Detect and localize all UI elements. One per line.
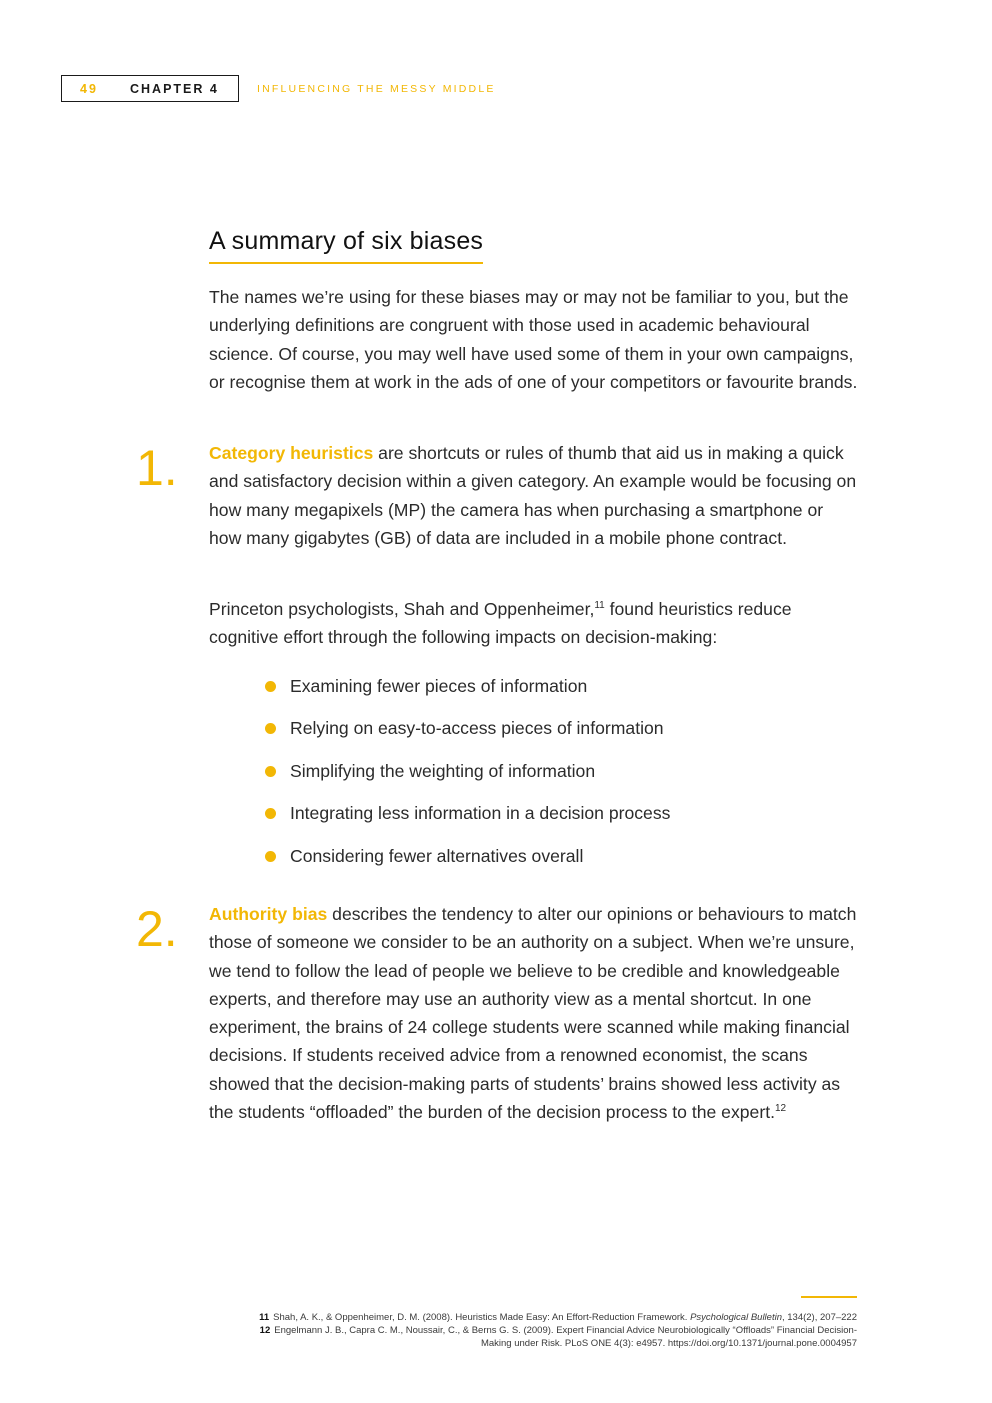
item-2-term: Authority bias xyxy=(209,904,328,924)
list-item xyxy=(265,750,670,793)
item-1-followup-after: found heuristics reduce cognitive effort through the following impacts on decision-making: xyxy=(209,599,792,648)
footnote-12 xyxy=(215,1324,857,1337)
item-1-followup-before: Princeton psychologists, Shah and Oppenheimer, xyxy=(209,599,595,619)
footnote-ref-11[interactable]: 11 xyxy=(594,600,605,611)
section-title: A summary of six biases xyxy=(209,227,483,264)
footnote-11 xyxy=(215,1311,857,1324)
footnote-number: 11 xyxy=(259,1312,270,1323)
list-item-text: Simplifying the weighting of information xyxy=(290,760,596,781)
bullet-dot-icon xyxy=(265,681,276,692)
heuristics-bullet-list xyxy=(265,665,670,878)
footnote-ref-12[interactable]: 12 xyxy=(774,1103,787,1115)
list-item-text: Considering fewer alternatives overall xyxy=(290,845,584,866)
footnote-text: Shah, A. K., & Oppenheimer, D. M. (2008). Heuristics Made Easy: An Effort-Reduction Framework. xyxy=(273,1312,691,1323)
list-item-text: Relying on easy-to-access pieces of information xyxy=(290,718,664,739)
chapter-header-box xyxy=(61,75,239,102)
item-2-paragraph xyxy=(209,900,859,1126)
footnotes xyxy=(215,1311,857,1350)
bullet-dot-icon xyxy=(265,851,276,862)
footnote-tail: , 134(2), 207–222 xyxy=(781,1312,857,1323)
footnote-text: Engelmann J. B., Capra C. M., Noussair, C., & Berns G. S. (2009). Expert Financial Advice Neurobiologically “Offloads” Financial Decision- xyxy=(274,1325,857,1336)
list-item-text: Integrating less information in a decision process xyxy=(290,803,671,824)
bullet-dot-icon xyxy=(265,723,276,734)
item-1-text: are shortcuts or rules of thumb that aid us in making a quick and satisfactory decision within a given category. An example would be focusing on how many megapixels (MP) the camera has when purchasing a smartphone or how many gigabytes (GB) of data are included in a mobile phone contract. xyxy=(209,443,857,548)
item-1-followup xyxy=(209,595,859,652)
bullet-dot-icon xyxy=(265,808,276,819)
bullet-dot-icon xyxy=(265,766,276,777)
list-item xyxy=(265,793,670,836)
footnote-divider xyxy=(801,1296,857,1298)
list-item xyxy=(265,665,670,708)
item-number-2: 2. xyxy=(136,901,178,957)
chapter-label: CHAPTER 4 xyxy=(130,81,219,96)
item-number-1: 1. xyxy=(136,440,178,496)
footnote-number: 12 xyxy=(259,1325,271,1336)
item-1-term: Category heuristics xyxy=(209,443,374,463)
list-item xyxy=(265,835,670,878)
intro-paragraph: The names we’re using for these biases may or may not be familiar to you, but the underlying definitions are congruent with those used in academic behavioural science. Of course, you may well have used some of them in your own campaigns, or recognise them at work in the ads of one of your competitors or favourite brands. xyxy=(209,287,858,392)
footnote-journal: Psychological Bulletin xyxy=(690,1312,782,1323)
running-title: INFLUENCING THE MESSY MIDDLE xyxy=(257,83,496,95)
item-2-text: describes the tendency to alter our opinions or behaviours to match those of someone we consider to be an authority on a subject. When we’re unsure, we tend to follow the lead of people we believe to be credible and knowledgeable experts, and therefore may use an authority view as a mental shortcut. In one experiment, the brains of 24 college students were scanned while making financial decisions. If students received advice from a renowned economist, the scans showed that the decision-making parts of students’ brains showed less activity as the students “offloaded” the burden of the decision process to the expert. xyxy=(209,904,857,1123)
page-number: 49 xyxy=(80,81,98,96)
list-item xyxy=(265,708,670,751)
list-item-text: Examining fewer pieces of information xyxy=(290,675,588,696)
footnote-12-continued: Making under Risk. PLoS ONE 4(3): e4957. https://doi.org/10.1371/journal.pone.0004957 xyxy=(480,1338,857,1349)
item-1-paragraph xyxy=(209,439,859,552)
